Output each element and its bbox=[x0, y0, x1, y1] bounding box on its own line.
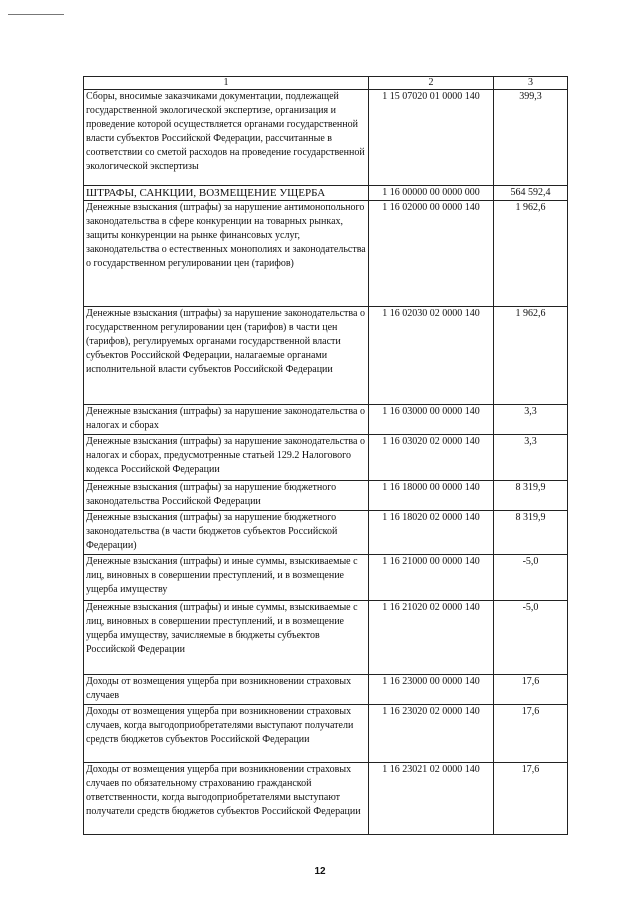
top-rule bbox=[8, 14, 64, 15]
row-code: 1 16 02030 02 0000 140 bbox=[369, 307, 494, 405]
row-value: 17,6 bbox=[494, 675, 568, 705]
table-row bbox=[84, 555, 568, 601]
row-name: Денежные взыскания (штрафы) за нарушение антимонопольного законодательства в сфере конкуренции на товарных рынках, защиты конкуренции на рынке финансовых услуг, законодательства о естественных монополиях и законодательства о государственном регулировании цен (тарифов) bbox=[84, 201, 369, 307]
row-value: 399,3 bbox=[494, 90, 568, 186]
table-row bbox=[84, 705, 568, 763]
row-name: Доходы от возмещения ущерба при возникновении страховых случаев bbox=[84, 675, 369, 705]
row-code: 1 16 03000 00 0000 140 bbox=[369, 405, 494, 435]
row-value: -5,0 bbox=[494, 555, 568, 601]
row-code: 1 16 03020 02 0000 140 bbox=[369, 435, 494, 481]
table-header-row bbox=[84, 77, 568, 90]
row-name: Доходы от возмещения ущерба при возникновении страховых случаев, когда выгодоприобретателями выступают получатели средств бюджетов субъектов Российской Федерации bbox=[84, 705, 369, 763]
row-code: 1 16 23021 02 0000 140 bbox=[369, 763, 494, 835]
row-code: 1 16 18020 02 0000 140 bbox=[369, 511, 494, 555]
row-value: 17,6 bbox=[494, 705, 568, 763]
table-row bbox=[84, 186, 568, 201]
table-row bbox=[84, 601, 568, 675]
row-value: -5,0 bbox=[494, 601, 568, 675]
row-code: 1 16 21020 02 0000 140 bbox=[369, 601, 494, 675]
row-code: 1 16 18000 00 0000 140 bbox=[369, 481, 494, 511]
row-value: 3,3 bbox=[494, 435, 568, 481]
row-code: 1 16 00000 00 0000 000 bbox=[369, 186, 494, 201]
row-name: Доходы от возмещения ущерба при возникновении страховых случаев по обязательному страхованию гражданской ответственности, когда выгодоприобретателями выступают получатели средств бюджетов субъектов Российской Федерации bbox=[84, 763, 369, 835]
table-row bbox=[84, 511, 568, 555]
row-name: Денежные взыскания (штрафы) за нарушение законодательства о налогах и сборах, предусмотренные статьей 129.2 Налогового кодекса Российской Федерации bbox=[84, 435, 369, 481]
table-row bbox=[84, 201, 568, 307]
table-row bbox=[84, 90, 568, 186]
row-code: 1 15 07020 01 0000 140 bbox=[369, 90, 494, 186]
row-code: 1 16 21000 00 0000 140 bbox=[369, 555, 494, 601]
row-value: 17,6 bbox=[494, 763, 568, 835]
page-number: 12 bbox=[314, 866, 326, 877]
table-row bbox=[84, 481, 568, 511]
header-col-2: 2 bbox=[369, 77, 494, 90]
table-row bbox=[84, 405, 568, 435]
row-name: Денежные взыскания (штрафы) и иные суммы, взыскиваемые с лиц, виновных в совершении преступлений, и в возмещение ущерба имуществу, зачисляемые в бюджеты субъектов Российской Федерации bbox=[84, 601, 369, 675]
row-value: 1 962,6 bbox=[494, 307, 568, 405]
row-name: ШТРАФЫ, САНКЦИИ, ВОЗМЕЩЕНИЕ УЩЕРБА bbox=[84, 186, 369, 201]
row-code: 1 16 23020 02 0000 140 bbox=[369, 705, 494, 763]
row-code: 1 16 02000 00 0000 140 bbox=[369, 201, 494, 307]
row-name: Денежные взыскания (штрафы) за нарушение законодательства о государственном регулировании цен (тарифов) в части цен (тарифов), регулируемых органами государственной власти субъектов Российской Федерации, налагаемые органами исполнительной власти субъектов Российской Федерации bbox=[84, 307, 369, 405]
row-value: 1 962,6 bbox=[494, 201, 568, 307]
row-name: Денежные взыскания (штрафы) за нарушение бюджетного законодательства (в части бюджетов субъектов Российской Федерации) bbox=[84, 511, 369, 555]
row-name: Денежные взыскания (штрафы) за нарушение законодательства о налогах и сборах bbox=[84, 405, 369, 435]
row-value: 8 319,9 bbox=[494, 481, 568, 511]
row-value: 564 592,4 bbox=[494, 186, 568, 201]
row-name: Денежные взыскания (штрафы) и иные суммы, взыскиваемые с лиц, виновных в совершении преступлений, и в возмещение ущерба имуществу bbox=[84, 555, 369, 601]
header-col-3: 3 bbox=[494, 77, 568, 90]
revenue-table bbox=[83, 76, 568, 835]
header-col-1: 1 bbox=[84, 77, 369, 90]
row-value: 3,3 bbox=[494, 405, 568, 435]
row-code: 1 16 23000 00 0000 140 bbox=[369, 675, 494, 705]
table-row bbox=[84, 763, 568, 835]
row-value: 8 319,9 bbox=[494, 511, 568, 555]
row-name: Денежные взыскания (штрафы) за нарушение бюджетного законодательства Российской Федерации bbox=[84, 481, 369, 511]
table-row bbox=[84, 307, 568, 405]
row-name: Сборы, вносимые заказчиками документации, подлежащей государственной экологической экспертизе, организация и проведение которой осуществляется органами государственной власти субъектов Российской Федерации, рассчитанные в соответствии со сметой расходов на проведение государственной экологической экспертизы bbox=[84, 90, 369, 186]
table-row bbox=[84, 675, 568, 705]
table-row bbox=[84, 435, 568, 481]
